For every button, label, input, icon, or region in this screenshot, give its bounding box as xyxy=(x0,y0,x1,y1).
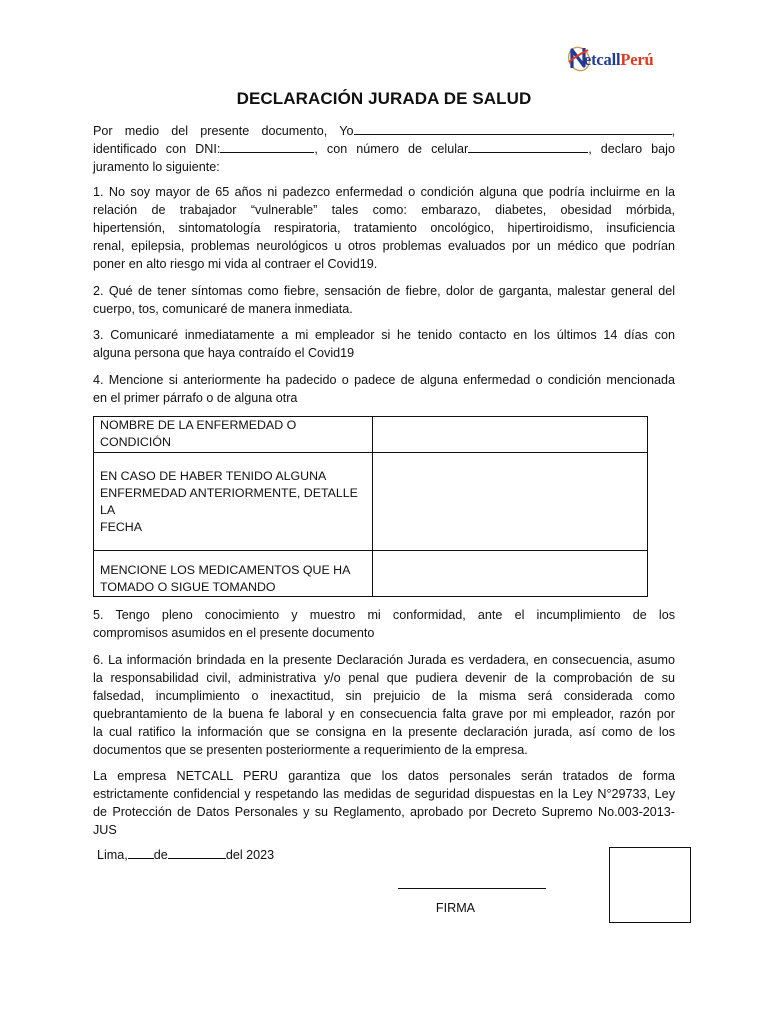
intro-paragraph xyxy=(93,122,675,176)
item-5-line: compromisos asumidos en el presente documento xyxy=(93,626,375,640)
item-3 xyxy=(93,326,675,362)
date-text: Lima, de del 2023 xyxy=(97,848,275,862)
item-3-line: alguna persona que haya contraído el Covid19 xyxy=(93,346,355,360)
item-4 xyxy=(93,371,675,407)
item-6-line: quebrantamiento de la buena fe laboral y en consecuencia falta grave por mi empleador, razón por xyxy=(93,707,675,721)
item-5-line: 5. Tengo pleno conocimiento y muestro mi conformidad, ante el incumplimiento de los xyxy=(93,608,675,622)
day-blank[interactable] xyxy=(128,847,154,859)
intro-line-3: juramento lo siguiente: xyxy=(93,160,220,174)
item-6 xyxy=(93,651,675,759)
table-label-cell: EN CASO DE HABER TENIDO ALGUNA ENFERMEDAD ANTERIORMENTE, DETALLE LA FECHA xyxy=(94,453,373,551)
item-3-line: 3. Comunicaré inmediatamente a mi empleador si he tenido contacto en los últimos 14 días con xyxy=(93,328,675,342)
item-1-line: relación de trabajador “vulnerable” tales como: embarazo, diabetes, obesidad mórbida, xyxy=(93,203,675,217)
month-blank[interactable] xyxy=(168,847,226,859)
item-6-line: falsedad, incumplimiento o inexactitud, sin prejuicio de la misma será considerada como xyxy=(93,689,675,703)
privacy-line: de Protección de Datos Personales y su Reglamento, aprobado por Decreto Supremo No.003-2013- xyxy=(93,805,675,819)
item-1-line: renal, epilepsia, problemas neurológicos u otros problemas evaluados por un médico que podrían xyxy=(93,239,675,253)
item-6-line: documentos que se presenten posteriormente a requerimiento de la empresa. xyxy=(93,743,528,757)
document-title: DECLARACIÓN JURADA DE SALUD xyxy=(236,89,532,108)
table-row xyxy=(94,453,648,551)
logo-wordmark: etcallPerú xyxy=(584,50,654,69)
item-1-line: hipertensión, sintomatología respiratoria, tratamiento oncológico, hipertiroidismo, insuficiencia xyxy=(93,221,675,235)
name-blank[interactable] xyxy=(354,123,672,135)
disease-date-input-cell[interactable] xyxy=(373,453,648,551)
table-label-cell: NOMBRE DE LA ENFERMEDAD O CONDICIÓN xyxy=(94,417,373,453)
item-6-line: la cual ratifico la información que se consigna en la presente declaración jurada, así como de los xyxy=(93,725,675,739)
table-row xyxy=(94,417,648,453)
table-row xyxy=(94,551,648,597)
item-5 xyxy=(93,606,675,642)
netcall-logo xyxy=(566,42,672,78)
medications-input-cell[interactable] xyxy=(373,551,648,597)
fingerprint-box[interactable] xyxy=(609,847,691,923)
phone-blank[interactable] xyxy=(468,141,588,153)
dni-blank[interactable] xyxy=(220,141,314,153)
date-line xyxy=(97,846,397,864)
item-2-line: cuerpo, tos, comunicaré de manera inmediata. xyxy=(93,302,353,316)
privacy-paragraph xyxy=(93,767,675,839)
item-1 xyxy=(93,183,675,273)
item-2 xyxy=(93,282,675,318)
item-1-line: 1. No soy mayor de 65 años ni padezco enfermedad o condición alguna que podría incluirme en la xyxy=(93,185,675,199)
item-2-line: 2. Qué de tener síntomas como fiebre, sensación de fiebre, dolor de garganta, malestar general del xyxy=(93,284,675,298)
intro-line-1: Por medio del presente documento, Yo , xyxy=(93,124,675,138)
signature-label: FIRMA xyxy=(435,901,476,915)
signature-line[interactable] xyxy=(398,888,546,889)
health-info-table xyxy=(93,416,648,597)
privacy-line: La empresa NETCALL PERU garantiza que los datos personales serán tratados de forma xyxy=(93,769,675,783)
item-4-line: 4. Mencione si anteriormente ha padecido o padece de alguna enfermedad o condición mencionada xyxy=(93,373,675,387)
privacy-line: estrictamente confidencial y respetando las medidas de seguridad dispuestas en la Ley N°29733, Ley xyxy=(93,787,675,801)
item-6-line: la responsabilidad civil, administrativa y/o penal que pudiera devenir de la comprobación de su xyxy=(93,671,675,685)
intro-line-2: identificado con DNI: , con número de celular , declaro bajo xyxy=(93,142,675,156)
item-6-line: 6. La información brindada en la presente Declaración Jurada es verdadera, en consecuencia, asumo xyxy=(93,653,675,667)
privacy-line: JUS xyxy=(93,823,117,837)
item-1-line: poner en alto riesgo mi vida al contraer el Covid19. xyxy=(93,257,378,271)
table-label-cell: MENCIONE LOS MEDICAMENTOS QUE HA TOMADO O SIGUE TOMANDO xyxy=(94,551,373,597)
disease-name-input-cell[interactable] xyxy=(373,417,648,453)
item-4-line: en el primer párrafo o de alguna otra xyxy=(93,391,298,405)
